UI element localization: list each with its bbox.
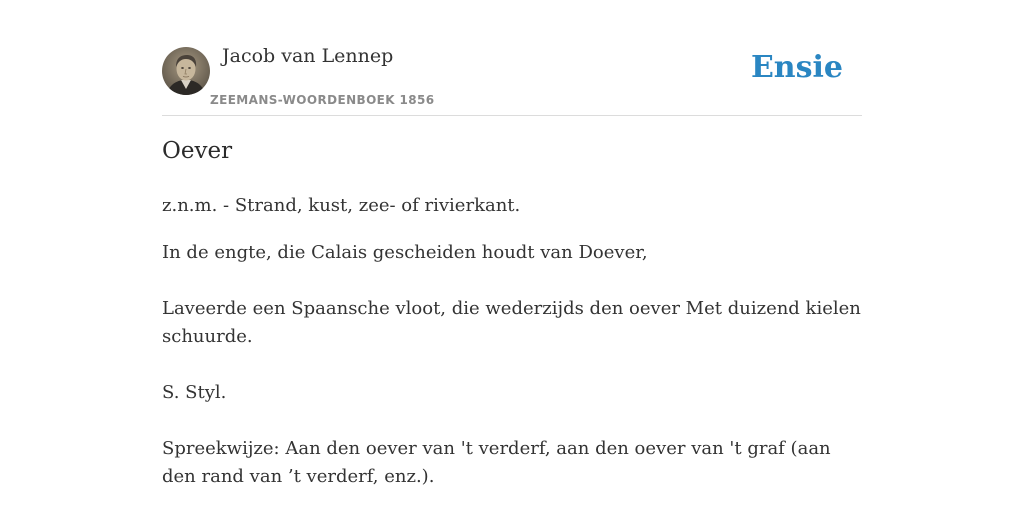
author-avatar[interactable] (162, 47, 210, 95)
portrait-image (162, 47, 210, 95)
entry-body (162, 192, 862, 491)
ensie-logo[interactable]: Ensie (750, 50, 843, 85)
author-name[interactable]: Jacob van Lennep (222, 45, 394, 67)
definition-text: z.n.m. - Strand, kust, zee- of rivierkant. (162, 195, 521, 216)
quote-source: S. Styl. (162, 382, 227, 403)
page (162, 0, 862, 512)
paragraph-gap (162, 407, 862, 435)
entry-header (162, 0, 862, 116)
quote-line: In de engte, die Calais gescheiden houdt van Doever, (162, 242, 648, 263)
paragraph-gap (162, 267, 862, 295)
quote-line: Laveerde een Spaansche vloot, die wederzijds den oever Met duizend kielen schuurde. (162, 298, 861, 347)
source-title[interactable]: ZEEMANS-WOORDENBOEK 1856 (210, 93, 435, 107)
paragraph-gap (162, 351, 862, 379)
entry-title: Oever (162, 138, 233, 164)
expression-text: Spreekwijze: Aan den oever van 't verderf, aan den oever van 't graf (aan den rand van ’t verderf, enz.). (162, 438, 831, 487)
